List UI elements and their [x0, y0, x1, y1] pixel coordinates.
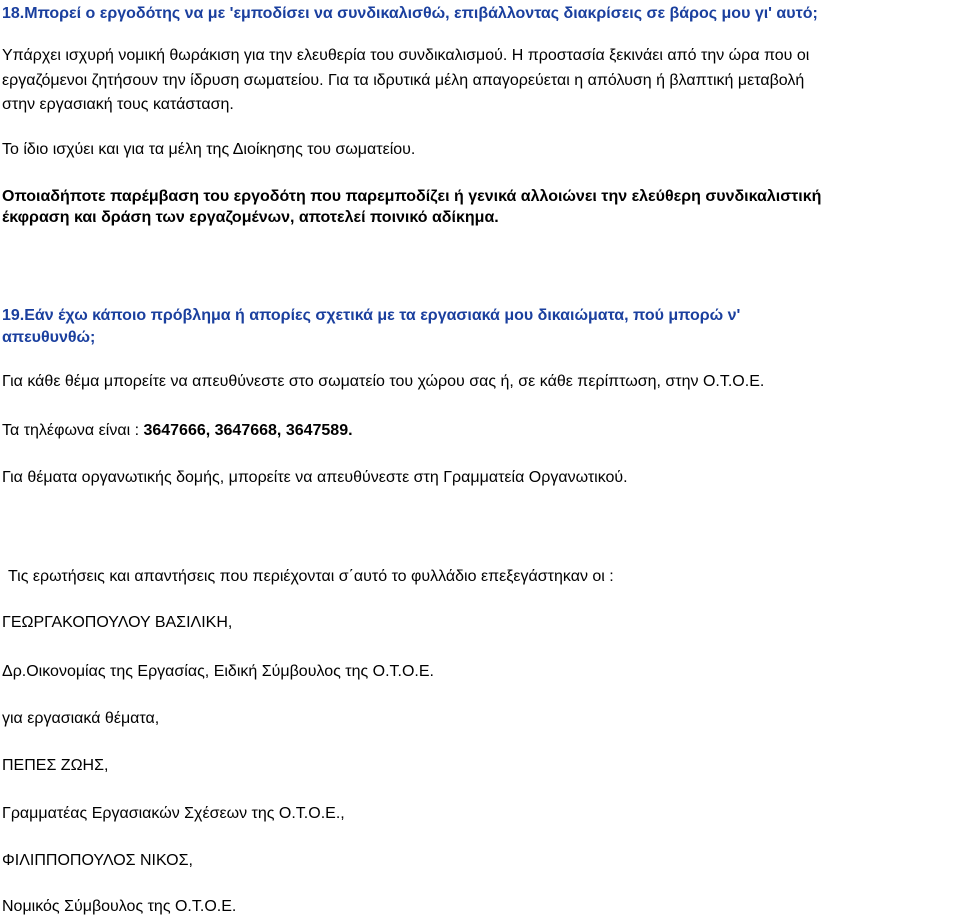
question-19-title-line-2: απευθυνθώ; [2, 329, 96, 346]
q18-paragraph-1-line-2: εργαζόμενοι ζητήσουν την ίδρυση σωματείου. Για τα ιδρυτικά μέλη απαγορεύεται η απόλυση ή βλαπτική μεταβολή [2, 72, 805, 89]
phones-value: 3647666, 3647668, 3647589. [143, 422, 353, 439]
q19-phones [2, 420, 353, 442]
q19-paragraph-1: Για κάθε θέμα μπορείτε να απευθύνεστε στο σωματείο του χώρου σας ή, σε κάθε περίπτωση, στην Ο.Τ.Ο.Ε. [2, 373, 765, 390]
credits-role-2: Γραμματέας Εργασιακών Σχέσεων της Ο.Τ.Ο.Ε., [2, 805, 345, 822]
question-19-title-line-1: 19.Εάν έχω κάποιο πρόβλημα ή απορίες σχετικά με τα εργασιακά μου δικαιώματα, πού μπορώ ν' [2, 307, 741, 324]
phones-label: Τα τηλέφωνα είναι : [2, 422, 144, 439]
credits-role-1: Δρ.Οικονομίας της Εργασίας, Ειδική Σύμβουλος της Ο.Τ.Ο.Ε. [2, 663, 434, 680]
q19-paragraph-3: Για θέματα οργανωτικής δομής, μπορείτε να απευθύνεστε στη Γραμματεία Οργανωτικού. [2, 469, 628, 486]
credits-name-1: ΓΕΩΡΓΑΚΟΠΟΥΛΟΥ ΒΑΣΙΛΙΚΗ, [2, 614, 233, 631]
q18-paragraph-1-line-1: Υπάρχει ισχυρή νομική θωράκιση για την ελευθερία του συνδικαλισμού. Η προστασία ξεκινάει από την ώρα που οι [2, 47, 810, 64]
credits-name-2: ΠΕΠΕΣ ΖΩΗΣ, [2, 757, 109, 774]
credits-name-3: ΦΙΛΙΠΠΟΠΟΥΛΟΣ ΝΙΚΟΣ, [2, 852, 193, 869]
credits-role-1b: για εργασιακά θέματα, [2, 710, 160, 727]
q18-paragraph-3-line-1: Οποιαδήποτε παρέμβαση του εργοδότη που παρεμποδίζει ή γενικά αλλοιώνει την ελεύθερη συνδικαλιστική [2, 188, 822, 205]
credits-intro: Τις ερωτήσεις και απαντήσεις που περιέχονται σ΄αυτό το φυλλάδιο επεξεγάστηκαν οι : [8, 568, 614, 585]
q18-paragraph-2: Το ίδιο ισχύει και για τα μέλη της Διοίκησης του σωματείου. [2, 141, 416, 158]
q18-paragraph-3-line-2: έκφραση και δράση των εργαζομένων, αποτελεί ποινικό αδίκημα. [2, 209, 499, 226]
credits-role-3: Νομικός Σύμβουλος της Ο.Τ.Ο.Ε. [2, 898, 237, 915]
q18-paragraph-1-line-3: στην εργασιακή τους κατάσταση. [2, 96, 234, 113]
question-18-title: 18.Μπορεί ο εργοδότης να με 'εμποδίσει να συνδικαλισθώ, επιβάλλοντας διακρίσεις σε βάρος μου γι' αυτό; [2, 5, 818, 22]
